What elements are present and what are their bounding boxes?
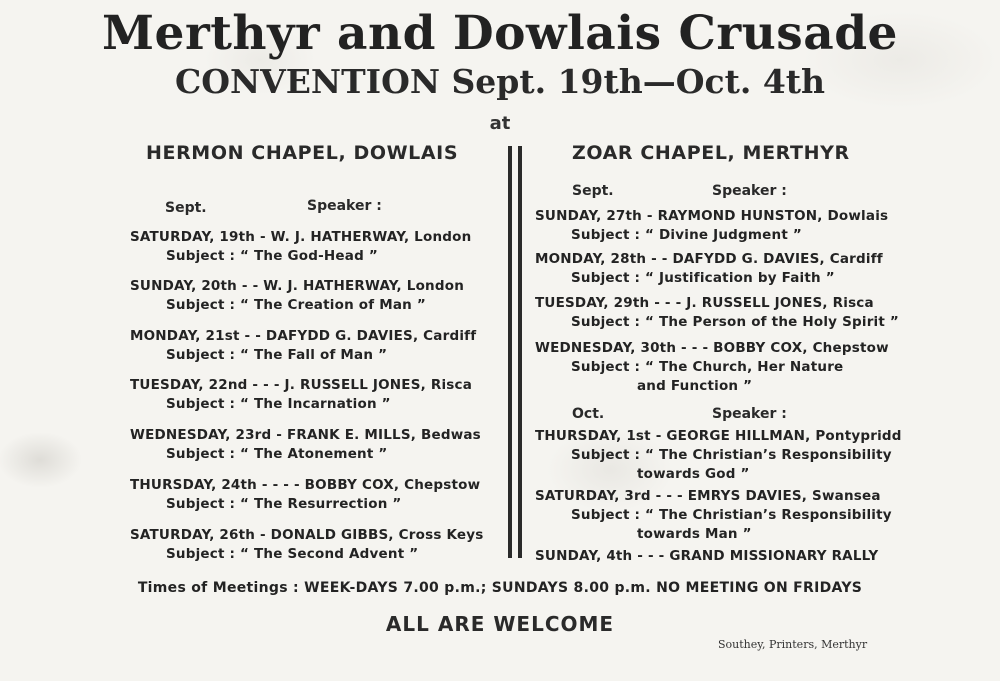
- right-speaker-label: Speaker :: [712, 183, 787, 199]
- right-entry: [535, 487, 892, 544]
- entry-subject: Subject : “ The Church, Her Nature: [571, 359, 844, 375]
- column-divider: [506, 146, 524, 558]
- right-entry: [535, 547, 878, 566]
- entry-subject: Subject : “ The Creation of Man ”: [166, 297, 426, 313]
- entry-subject: Subject : “ The Christian’s Responsibility: [571, 507, 892, 523]
- left-entry: [130, 327, 476, 365]
- right-entry: [535, 427, 902, 484]
- entry-day: SUNDAY, 20th - - W. J. HATHERWAY, London: [130, 278, 465, 294]
- entry-day: SATURDAY, 26th - DONALD GIBBS, Cross Keys: [130, 527, 484, 543]
- entry-day: WEDNESDAY, 23rd - FRANK E. MILLS, Bedwas: [130, 427, 481, 443]
- right-entry: [535, 339, 889, 396]
- at-label: at: [489, 113, 511, 134]
- entry-subject: Subject : “ The Second Advent ”: [166, 546, 419, 562]
- right-month-label-oct: Oct.: [572, 406, 605, 422]
- entry-day: SUNDAY, 4th - - - GRAND MISSIONARY RALLY: [535, 548, 879, 564]
- entry-day: THURSDAY, 24th - - - - BOBBY COX, Chepstow: [130, 477, 481, 493]
- entry-day: TUESDAY, 29th - - - J. RUSSELL JONES, Risca: [535, 295, 874, 311]
- welcome-banner: ALL ARE WELCOME: [385, 612, 615, 636]
- convention-dates: CONVENTION Sept. 19th—Oct. 4th: [174, 62, 826, 101]
- entry-day: SUNDAY, 27th - RAYMOND HUNSTON, Dowlais: [535, 208, 889, 224]
- entry-day: THURSDAY, 1st - GEORGE HILLMAN, Pontypridd: [535, 428, 902, 444]
- right-entry: [535, 294, 899, 332]
- right-entry: [535, 250, 883, 288]
- right-month-label: Sept.: [572, 183, 614, 199]
- left-entry: [130, 426, 481, 464]
- main-title: Merthyr and Dowlais Crusade: [102, 6, 898, 61]
- meeting-times: Times of Meetings : WEEK-DAYS 7.00 p.m.; SUNDAYS 8.00 p.m. NO MEETING ON FRIDAYS: [137, 580, 863, 596]
- left-entry: [130, 277, 464, 315]
- entry-subject: Subject : “ Divine Judgment ”: [571, 227, 802, 243]
- entry-subject: Subject : “ The Christian’s Responsibility: [571, 447, 892, 463]
- left-entry: [130, 228, 471, 266]
- entry-day: MONDAY, 21st - - DAFYDD G. DAVIES, Cardiff: [130, 328, 477, 344]
- left-speaker-label: Speaker :: [307, 198, 382, 214]
- left-entry: [130, 476, 480, 514]
- right-entry: [535, 207, 888, 245]
- entry-day: SATURDAY, 19th - W. J. HATHERWAY, London: [130, 229, 472, 245]
- entry-day: MONDAY, 28th - - DAFYDD G. DAVIES, Cardiff: [535, 251, 883, 267]
- entry-subject: Subject : “ The Incarnation ”: [166, 396, 391, 412]
- right-speaker-label-oct: Speaker :: [712, 406, 787, 422]
- entry-subject: Subject : “ The Person of the Holy Spirit ”: [571, 314, 900, 330]
- printer-credit: Southey, Printers, Merthyr: [718, 638, 868, 651]
- entry-subject: Subject : “ The God-Head ”: [166, 248, 378, 264]
- entry-subject: Subject : “ The Resurrection ”: [166, 496, 402, 512]
- entry-subject: Subject : “ The Fall of Man ”: [166, 347, 388, 363]
- left-chapel-heading: HERMON CHAPEL, DOWLAIS: [146, 142, 459, 164]
- entry-day: SATURDAY, 3rd - - - EMRYS DAVIES, Swansea: [535, 488, 881, 504]
- entry-day: TUESDAY, 22nd - - - J. RUSSELL JONES, Risca: [130, 377, 473, 393]
- entry-day: WEDNESDAY, 30th - - - BOBBY COX, Chepstow: [535, 340, 889, 356]
- entry-subject-continued: towards Man ”: [637, 526, 752, 542]
- entry-subject: Subject : “ The Atonement ”: [166, 446, 388, 462]
- entry-subject-continued: and Function ”: [637, 378, 753, 394]
- left-entry: [130, 376, 472, 414]
- entry-subject: Subject : “ Justification by Faith ”: [571, 270, 835, 286]
- left-entry: [130, 526, 483, 564]
- right-chapel-heading: ZOAR CHAPEL, MERTHYR: [572, 142, 850, 164]
- left-month-label: Sept.: [165, 200, 207, 216]
- entry-subject-continued: towards God ”: [637, 466, 750, 482]
